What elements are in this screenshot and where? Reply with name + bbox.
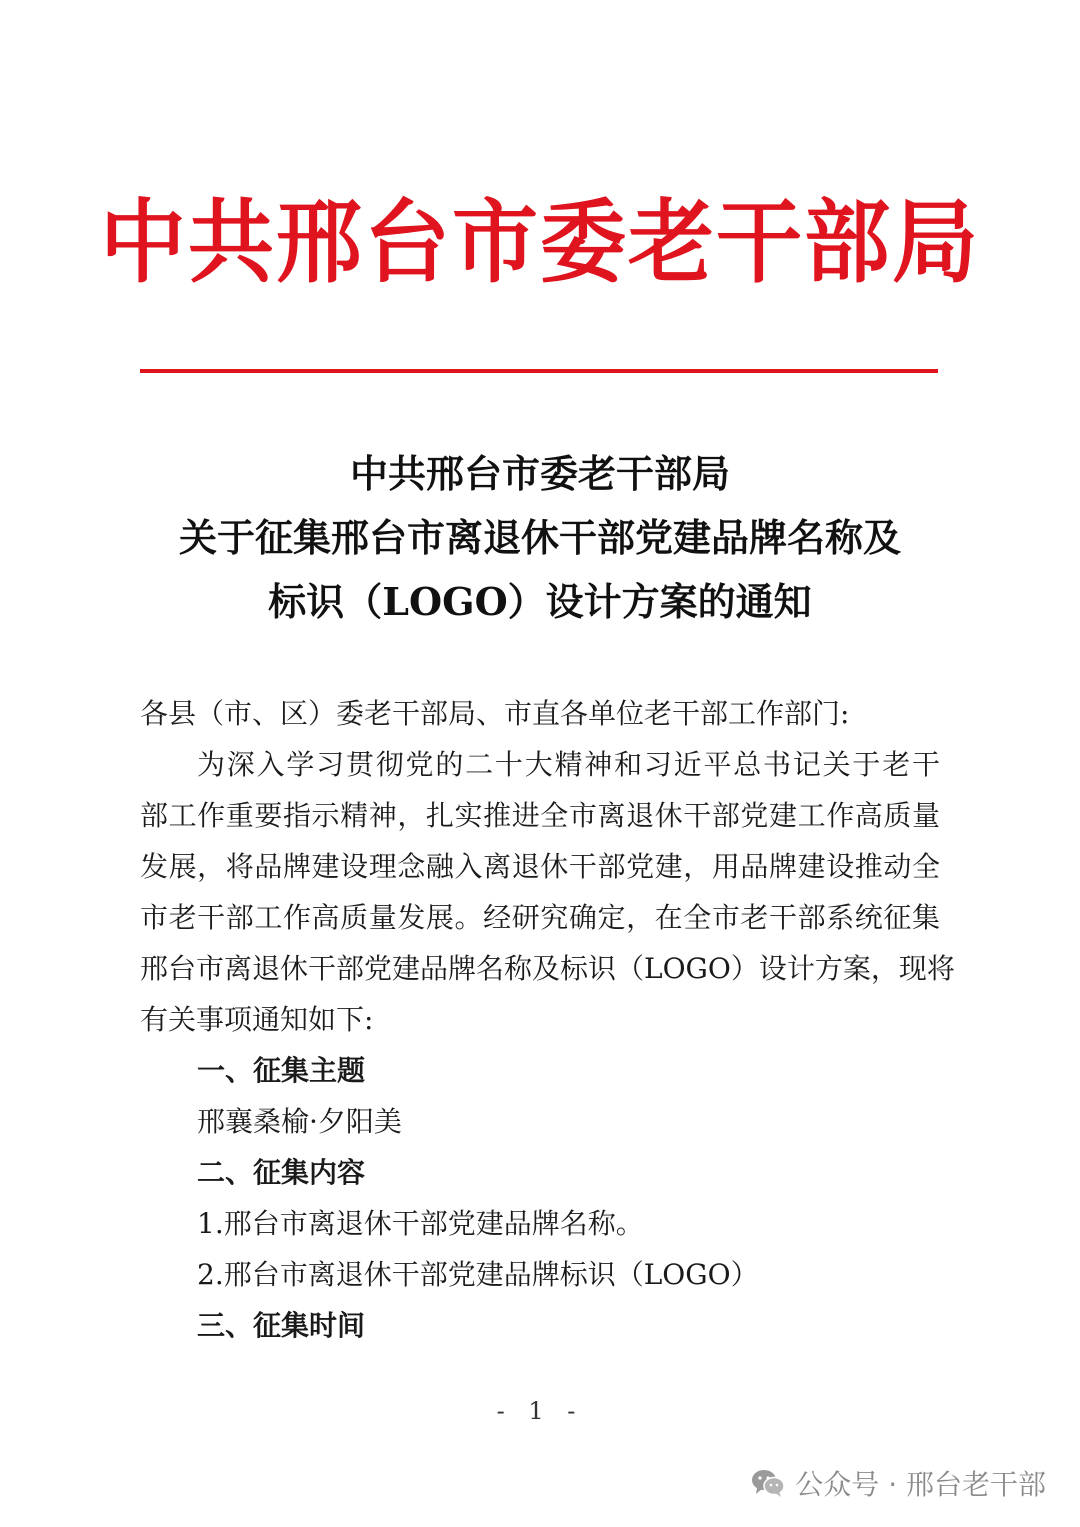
paragraph-line: 有关事项通知如下:	[140, 1003, 374, 1036]
section-1-text: 邢襄桑榆·夕阳美	[197, 1105, 402, 1138]
wechat-watermark	[751, 1463, 1046, 1503]
paragraph-line: 发展，将品牌建设理念融入离退休干部党建，用品牌建设推动全	[140, 850, 940, 883]
title-line-2: 关于征集邢台市离退休干部党建品牌名称及	[178, 515, 901, 560]
title-line-3: 标识（LOGO）设计方案的通知	[268, 579, 812, 624]
wechat-icon	[751, 1468, 785, 1498]
paragraph-line: 邢台市离退休干部党建品牌名称及标识（LOGO）设计方案，现将	[140, 952, 955, 985]
paragraph-line: 为深入学习贯彻党的二十大精神和习近平总书记关于老干	[197, 748, 940, 781]
section-2-item-2: 2.邢台市离退休干部党建品牌标识（LOGO）	[197, 1258, 759, 1291]
paragraph-line: 部工作重要指示精神，扎实推进全市离退休干部党建工作高质量	[140, 799, 940, 832]
document-title	[90, 442, 990, 634]
page-number: - 1 -	[496, 1397, 584, 1425]
salutation: 各县（市、区）委老干部局、市直各单位老干部工作部门:	[140, 697, 850, 730]
section-2-item-1: 1.邢台市离退休干部党建品牌名称。	[197, 1207, 644, 1240]
section-heading-1: 一、征集主题	[197, 1054, 366, 1087]
issuer-masthead: 中共邢台市委老干部局	[100, 189, 980, 296]
watermark-text: 公众号 · 邢台老干部	[795, 1468, 1046, 1501]
section-heading-3: 三、征集时间	[197, 1309, 366, 1342]
paragraph-line: 市老干部工作高质量发展。经研究确定，在全市老干部系统征集	[140, 901, 940, 934]
red-divider	[140, 369, 938, 373]
title-line-1: 中共邢台市委老干部局	[349, 451, 730, 496]
section-heading-2: 二、征集内容	[197, 1156, 366, 1189]
document-body	[140, 688, 955, 1351]
